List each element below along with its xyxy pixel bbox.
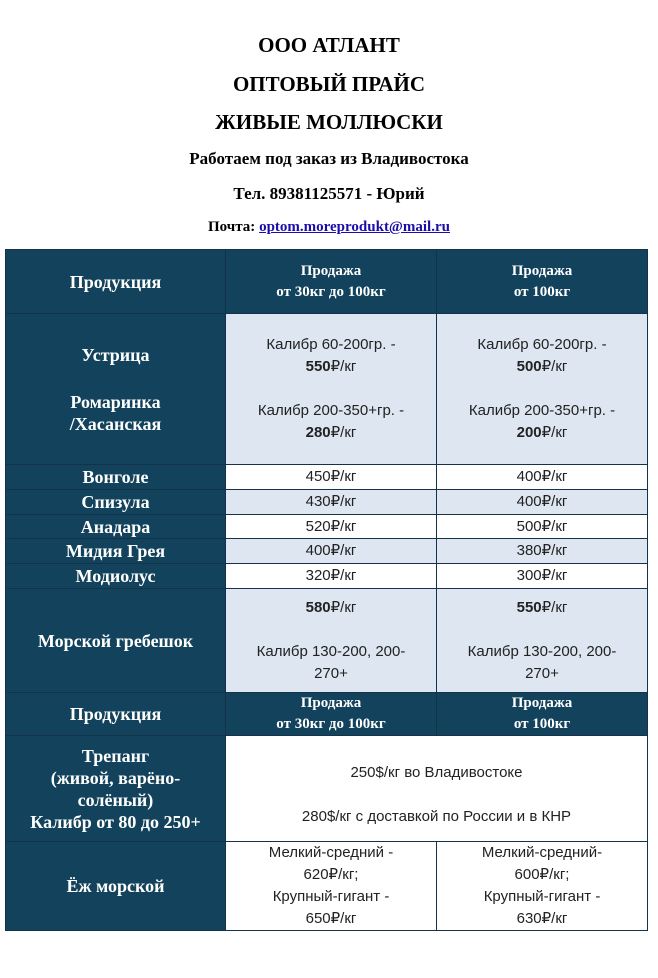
col-header-line: от 100кг — [513, 716, 571, 732]
col-header-line: Продажа — [511, 262, 573, 279]
product-name: Ромаринка — [70, 391, 161, 412]
price-value: 280 — [305, 424, 331, 441]
price-cell: 400₽/кг — [437, 490, 648, 515]
product-name: Морской гребешок — [6, 589, 226, 693]
price-value: 200 — [516, 424, 542, 441]
table-row — [6, 515, 648, 539]
col-header-line: от 30кг до 100кг — [276, 283, 386, 300]
price-value: 550 — [305, 358, 331, 375]
caliber-text: Калибр 60-200гр. - — [477, 336, 607, 353]
product-name: Ёж морской — [6, 842, 226, 931]
product-name: Калибр от 80 до 250+ — [30, 811, 201, 832]
price-cell — [226, 589, 437, 693]
product-trepang — [6, 736, 226, 842]
price-value: 580 — [305, 598, 331, 616]
price-unit: ₽/кг — [330, 424, 357, 441]
company-name: ООО АТЛАНТ — [258, 33, 400, 57]
price-cell — [226, 842, 437, 931]
col-header-product: Продукция — [6, 250, 226, 314]
col-header-100plus — [437, 693, 648, 736]
table-header-row-repeat — [6, 693, 648, 736]
col-header-30-100 — [226, 693, 437, 736]
price-unit: ₽/кг — [541, 598, 568, 616]
col-header-line: от 100кг — [513, 283, 571, 300]
price-cell — [437, 589, 648, 693]
caliber-text: 270+ — [525, 664, 559, 682]
price-cell — [437, 314, 648, 465]
email-label: Почта: — [208, 219, 256, 235]
table-row-oyster — [6, 314, 648, 465]
caliber-text: Калибр 60-200гр. - — [266, 336, 396, 353]
table-row — [6, 465, 648, 490]
category-title: ЖИВЫЕ МОЛЛЮСКИ — [215, 110, 443, 134]
table-row-urchin — [6, 842, 648, 931]
document-title: ОПТОВЫЙ ПРАЙС — [232, 72, 426, 96]
price-cell — [226, 314, 437, 465]
product-oyster — [6, 314, 226, 465]
tagline: Работаем под заказ из Владивостока — [189, 149, 469, 168]
col-header-line: Продажа — [300, 262, 362, 279]
price-text: 620₽/кг; — [303, 866, 359, 883]
caliber-text: 270+ — [314, 664, 348, 682]
col-header-line: Продажа — [511, 695, 573, 711]
product-name: Анадара — [6, 515, 226, 539]
price-value: 500 — [516, 358, 542, 375]
col-header-line: Продажа — [300, 695, 362, 711]
price-cell: 320₽/кг — [226, 564, 437, 589]
table-row-scallop — [6, 589, 648, 693]
col-header-line: от 30кг до 100кг — [276, 716, 386, 732]
price-cell: 300₽/кг — [437, 564, 648, 589]
table-row — [6, 564, 648, 589]
product-name: /Хасанская — [69, 413, 162, 434]
product-name: Мидия Грея — [6, 539, 226, 564]
price-cell-merged — [226, 736, 648, 842]
product-name: Спизула — [6, 490, 226, 515]
price-cell: 400₽/кг — [226, 539, 437, 564]
product-name: Устрица — [81, 344, 150, 365]
price-unit: ₽/кг — [330, 358, 357, 375]
phone-contact: Тел. 89381125571 - Юрий — [233, 184, 425, 203]
price-cell: 380₽/кг — [437, 539, 648, 564]
price-unit: ₽/кг — [541, 424, 568, 441]
price-text: 280$/кг с доставкой по России и в КНР — [301, 807, 572, 825]
price-text: 630₽/кг — [516, 910, 568, 927]
product-name: Модиолус — [6, 564, 226, 589]
product-name: (живой, варёно- — [50, 767, 181, 788]
table-header-row — [6, 250, 648, 314]
price-unit: ₽/кг — [541, 358, 568, 375]
email-link[interactable]: optom.moreprodukt@mail.ru — [259, 219, 450, 235]
product-name: Вонголе — [6, 465, 226, 490]
email-contact — [0, 219, 658, 236]
price-text: 600₽/кг; — [514, 866, 570, 883]
price-text: 650₽/кг — [305, 910, 357, 927]
table-row-trepang — [6, 736, 648, 842]
product-name: Трепанг — [81, 745, 150, 766]
col-header-100plus — [437, 250, 648, 314]
price-text: Крупный-гигант - — [272, 888, 390, 905]
price-cell: 520₽/кг — [226, 515, 437, 539]
price-cell: 430₽/кг — [226, 490, 437, 515]
caliber-text: Калибр 200-350+гр. - — [257, 402, 405, 419]
col-header-product: Продукция — [6, 693, 226, 736]
price-cell: 500₽/кг — [437, 515, 648, 539]
price-unit: ₽/кг — [330, 598, 357, 616]
col-header-30-100 — [226, 250, 437, 314]
price-table — [5, 249, 648, 931]
price-text: Мелкий-средний - — [268, 844, 394, 861]
price-text: Крупный-гигант - — [483, 888, 601, 905]
price-text: Мелкий-средний- — [481, 844, 603, 861]
price-text: 250$/кг во Владивостоке — [350, 763, 523, 781]
price-cell — [437, 842, 648, 931]
product-name: солёный) — [77, 789, 154, 810]
caliber-text: Калибр 130-200, 200- — [467, 642, 617, 660]
price-cell: 400₽/кг — [437, 465, 648, 490]
caliber-text: Калибр 200-350+гр. - — [468, 402, 616, 419]
price-cell: 450₽/кг — [226, 465, 437, 490]
table-row — [6, 539, 648, 564]
price-value: 550 — [516, 598, 542, 616]
table-row — [6, 490, 648, 515]
caliber-text: Калибр 130-200, 200- — [256, 642, 406, 660]
